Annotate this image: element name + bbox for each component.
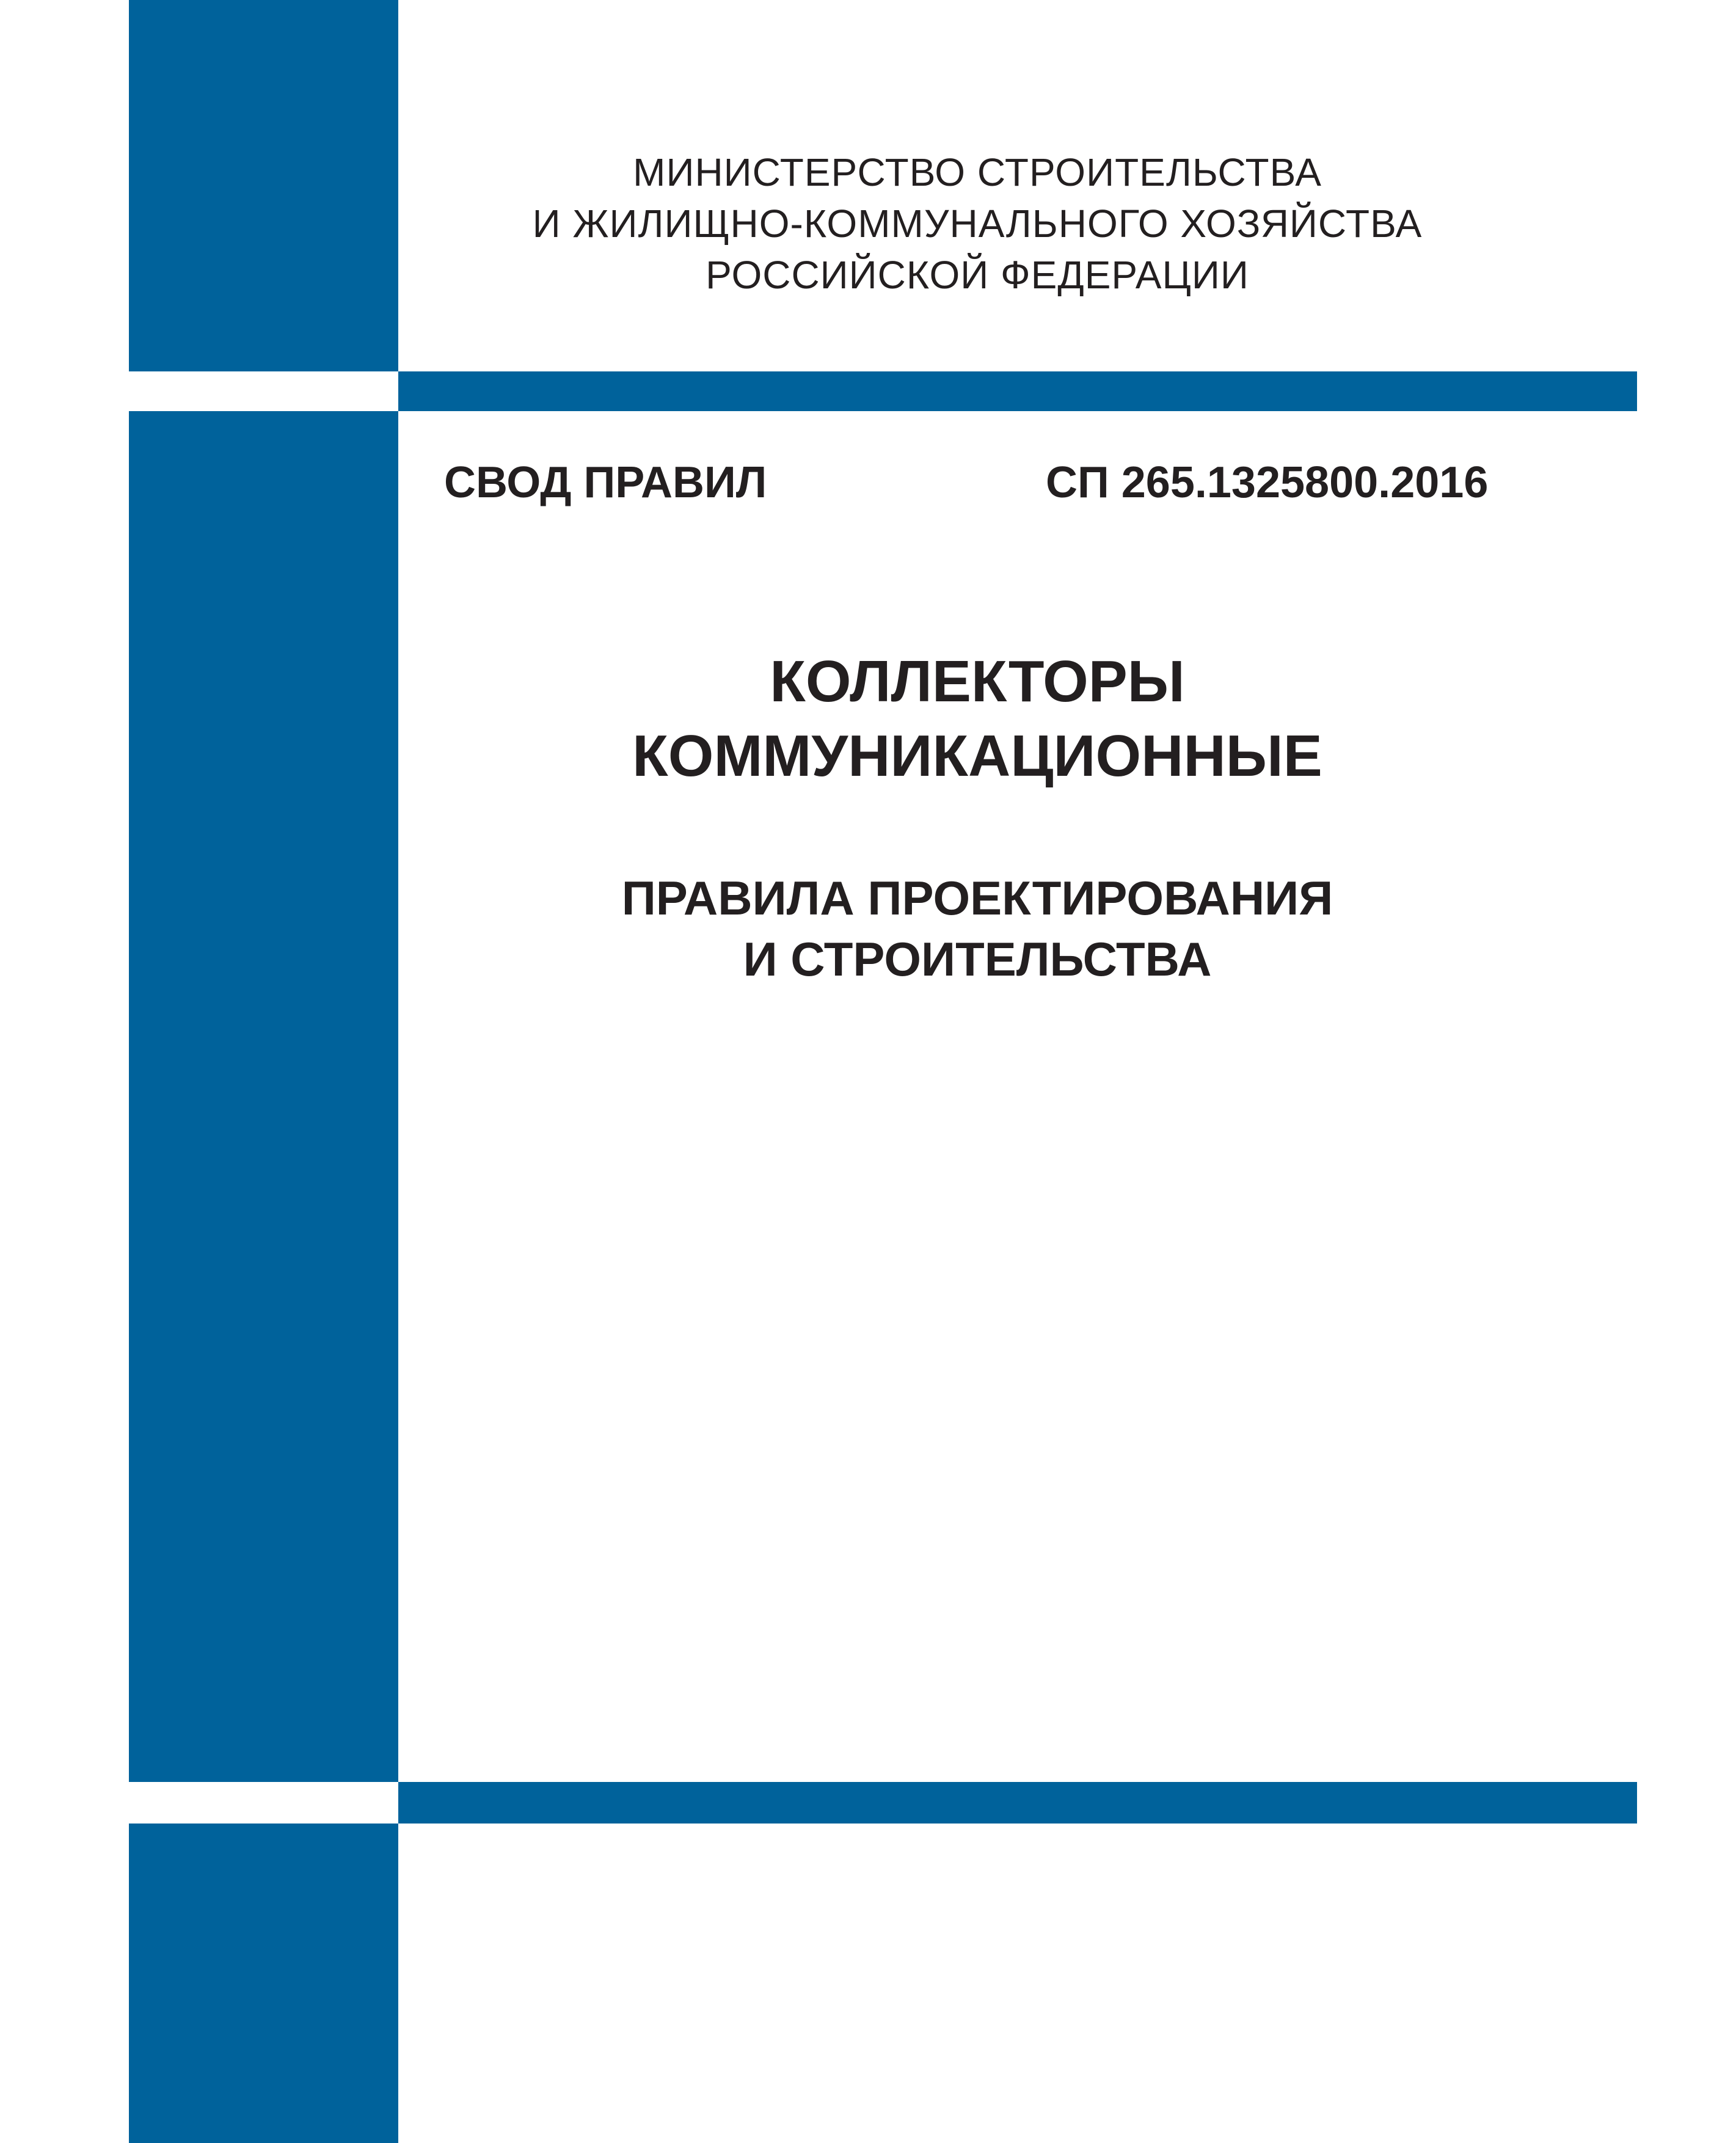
left-blue-band-bottom <box>129 1824 398 2143</box>
subtitle-line-1: ПРАВИЛА ПРОЕКТИРОВАНИЯ <box>621 871 1333 925</box>
lower-blue-rule <box>398 1782 1637 1824</box>
left-blue-band-middle <box>129 411 398 1782</box>
title-line-1: КОЛЛЕКТОРЫ <box>770 649 1185 714</box>
upper-blue-rule <box>398 371 1637 411</box>
ministry-heading <box>428 147 1527 301</box>
subtitle-line-2: И СТРОИТЕЛЬСТВА <box>743 932 1212 986</box>
ministry-line-1: МИНИСТЕРСТВО СТРОИТЕЛЬСТВА <box>633 150 1322 194</box>
left-blue-band-top <box>129 0 398 371</box>
document-subtitle <box>428 867 1527 990</box>
title-line-2: КОММУНИКАЦИОННЫЕ <box>632 723 1322 789</box>
document-code: СП 265.1325800.2016 <box>1046 458 1489 507</box>
ministry-line-3: РОССИЙСКОЙ ФЕДЕРАЦИИ <box>706 253 1249 297</box>
document-type: СВОД ПРАВИЛ <box>444 458 767 507</box>
ministry-line-2: И ЖИЛИЩНО-КОММУНАЛЬНОГО ХОЗЯЙСТВА <box>532 202 1423 246</box>
document-title <box>428 644 1527 794</box>
